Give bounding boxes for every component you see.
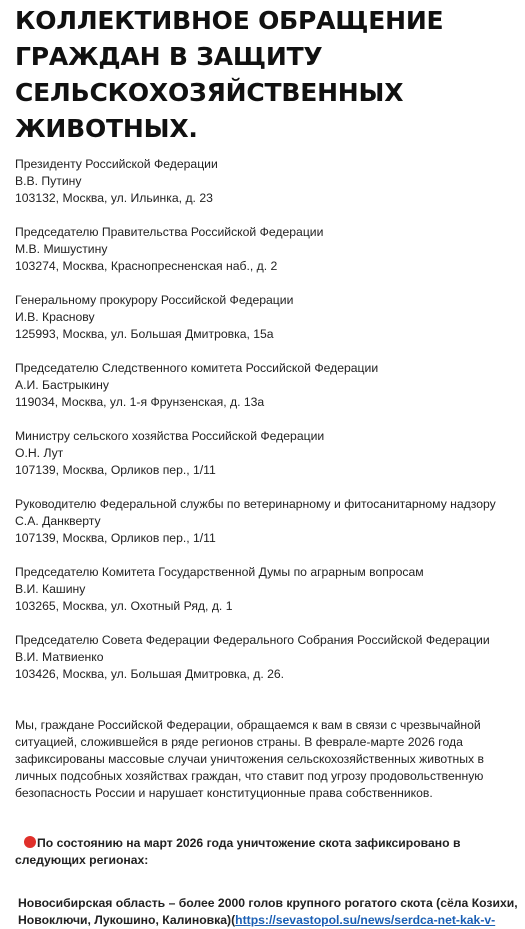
addressee-address: 103265, Москва, ул. Охотный Ряд, д. 1 [15, 599, 233, 613]
addressee-position: Генеральному прокурору Российской Федерации [15, 293, 294, 307]
addressee-address: 125993, Москва, ул. Большая Дмитровка, 15а [15, 327, 274, 341]
red-circle-icon [24, 836, 36, 848]
addressee-block [15, 292, 520, 343]
addressee-name: О.Н. Лут [15, 446, 64, 460]
region-item-text: Новосибирская область – более 2000 голов крупного рогатого скота (сёла Козихи, Новоключи, Лукошино, Калиновка)( [18, 896, 518, 927]
document-title: КОЛЛЕКТИВНОЕ ОБРАЩЕНИЕ ГРАЖДАН В ЗАЩИТУ СЕЛЬСКОХОЗЯЙСТВЕННЫХ ЖИВОТНЫХ. [15, 6, 444, 143]
addressee-address: 103426, Москва, ул. Большая Дмитровка, д. 26. [15, 667, 285, 681]
addressee-block [15, 156, 520, 207]
addressee-address: 107139, Москва, Орликов пер., 1/11 [15, 463, 216, 477]
addressee-block [15, 360, 520, 411]
addressee-position: Руководителю Федеральной службы по ветеринарному и фитосанитарному надзору [15, 497, 496, 511]
addressee-name: С.А. Данкверту [15, 514, 101, 528]
addressee-address: 103274, Москва, Краснопресненская наб., д. 2 [15, 259, 278, 273]
addressee-position: Министру сельского хозяйства Российской Федерации [15, 429, 325, 443]
addressee-block [15, 224, 520, 275]
addressee-name: А.И. Бастрыкину [15, 378, 110, 392]
addressee-position: Председателю Правительства Российской Федерации [15, 225, 324, 239]
addressee-name: И.В. Краснову [15, 310, 95, 324]
addressee-name: М.В. Мишустину [15, 242, 108, 256]
addressee-position: Президенту Российской Федерации [15, 157, 218, 171]
region-source-link[interactable]: https://sevastopol.su/news/serdca-net-kak-v- [235, 913, 496, 927]
status-heading-text: По состоянию на март 2026 года уничтожение скота зафиксировано в следующих регионах: [15, 836, 461, 867]
document-page [15, 0, 520, 929]
intro-paragraph: Мы, граждане Российской Федерации, обращаемся к вам в связи с чрезвычайной ситуацией, сложившейся в ряде регионов страны. В феврале-марте 2026 года зафиксированы массовые случаи уничтожения сельскохозяйственных животных в личных подсобных хозяйствах граждан, что ставит под угрозу продовольственную безопасность России и нарушает конституционные права собственников. [15, 718, 484, 800]
addressee-block [15, 428, 520, 479]
region-item [15, 895, 518, 929]
addressee-name: В.И. Матвиенко [15, 650, 104, 664]
addressee-address: 119034, Москва, ул. 1-я Фрунзенская, д. 13а [15, 395, 265, 409]
addressee-block [15, 496, 520, 547]
addressee-block [15, 632, 520, 683]
addressee-name: В.И. Кашину [15, 582, 86, 596]
addressee-position: Председателю Следственного комитета Российской Федерации [15, 361, 379, 375]
addressee-address: 107139, Москва, Орликов пер., 1/11 [15, 531, 216, 545]
addressee-block [15, 564, 520, 615]
addressee-list [15, 156, 520, 683]
addressee-name: В.В. Путину [15, 174, 82, 188]
addressee-position: Председателю Совета Федерации Федерального Собрания Российской Федерации [15, 633, 490, 647]
addressee-position: Председателю Комитета Государственной Думы по аграрным вопросам [15, 565, 424, 579]
addressee-address: 103132, Москва, ул. Ильинка, д. 23 [15, 191, 213, 205]
status-heading [15, 835, 510, 869]
